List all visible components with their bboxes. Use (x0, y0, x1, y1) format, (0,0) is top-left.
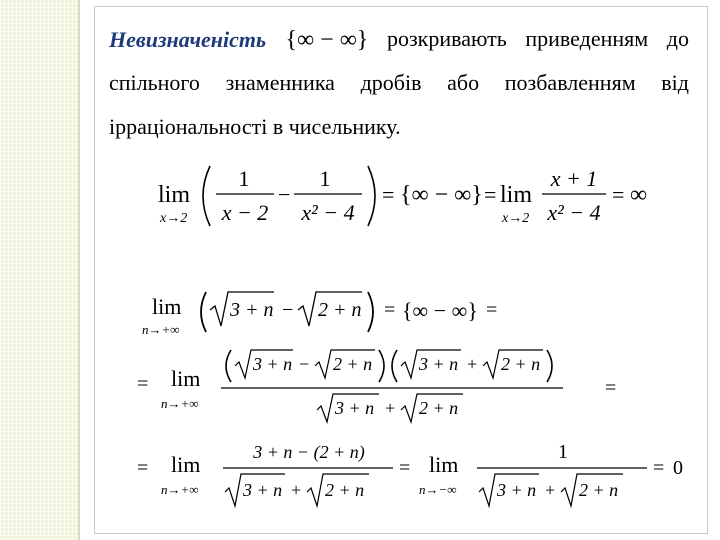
lim-subscript: x→2 (160, 211, 188, 226)
equals-sign: = (137, 373, 149, 395)
lim-label: lim (500, 182, 533, 208)
intro-word: від (661, 70, 689, 95)
lim-label: lim (171, 452, 201, 477)
lim-subscript: n→+∞ (161, 482, 199, 497)
intro-word: розкривають (386, 26, 507, 51)
equals-sign: = (612, 182, 625, 207)
decorative-side-stripe (0, 0, 78, 540)
left-paren (203, 166, 210, 226)
lim-subscript: n→+∞ (142, 322, 180, 337)
equals-sign: = (605, 377, 617, 399)
result-infinity: ∞ (630, 182, 648, 208)
equals-sign: = (486, 299, 498, 321)
left-paren (226, 350, 231, 382)
fraction-numerator: 1 (558, 441, 568, 463)
radicand: 2 + n (501, 354, 541, 374)
intro-line-2 (109, 72, 689, 94)
plus-sign: + (385, 398, 396, 418)
fraction-denominator: x² − 4 (547, 200, 601, 225)
equals-sign: = (653, 457, 665, 479)
intro-word: приведенням (525, 26, 649, 51)
fraction-numerator: 1 (319, 166, 331, 191)
intro-word: дробів (360, 70, 422, 95)
minus-sign: − (299, 354, 310, 374)
intro-line-3: ірраціональності в чисельнику. (109, 114, 401, 139)
indeterminate-form: {∞ − ∞} (402, 298, 478, 323)
fraction-denominator: x − 2 (221, 200, 269, 225)
radicand: 2 + n (333, 354, 373, 374)
radicand: 3 + n (230, 299, 274, 321)
equals-sign: = (384, 299, 396, 321)
radicand: 3 + n (243, 480, 283, 500)
plus-sign: + (467, 354, 478, 374)
minus-sign: − (278, 182, 291, 207)
fraction-numerator: 1 (238, 166, 250, 191)
right-paren (379, 350, 384, 382)
equals-sign: = (399, 457, 411, 479)
fraction-numerator: x + 1 (550, 166, 598, 191)
formula-limit-x-to-2 (150, 160, 670, 232)
radicand: 2 + n (579, 480, 619, 500)
left-paren (201, 292, 206, 332)
lim-subscript: n→+∞ (161, 396, 199, 411)
plus-sign: + (291, 480, 302, 500)
result-zero: 0 (673, 457, 683, 479)
radicand: 2 + n (318, 299, 362, 321)
formula-conjugate-multiplication (135, 346, 635, 426)
fraction-numerator: 3 + n − (2 + n) (253, 442, 365, 462)
intro-word: або (447, 70, 480, 95)
lim-label: lim (158, 182, 191, 208)
lim-label: lim (171, 366, 201, 391)
formula-limit-roots (140, 286, 520, 338)
intro-word: до (666, 26, 689, 51)
plus-sign: + (545, 480, 556, 500)
minus-sign: − (282, 299, 294, 321)
equals-sign: = (382, 182, 395, 207)
term-indeterminacy: Невизначеність (109, 27, 267, 52)
formula-final-limit (135, 436, 695, 514)
radicand: 3 + n (253, 354, 293, 374)
intro-word: знаменника (225, 70, 335, 95)
radicand: 3 + n (335, 398, 375, 418)
indeterminate-form: {∞ − ∞} (285, 27, 369, 53)
intro-word: позбавленням (504, 70, 636, 95)
radicand: 2 + n (419, 398, 459, 418)
right-paren (547, 350, 552, 382)
decorative-divider (78, 0, 80, 540)
radicand: 2 + n (325, 480, 365, 500)
equals-sign: = (137, 457, 149, 479)
intro-word: спільного (109, 70, 200, 95)
lim-label: lim (152, 294, 182, 319)
indeterminate-form: {∞ − ∞} (400, 182, 483, 208)
intro-line-1 (109, 28, 689, 52)
right-paren (368, 292, 373, 332)
radicand: 3 + n (419, 354, 459, 374)
left-paren (392, 350, 397, 382)
equals-sign: = (484, 182, 497, 207)
right-paren (368, 166, 375, 226)
lim-label: lim (429, 452, 459, 477)
lim-subscript: x→2 (502, 211, 530, 226)
fraction-denominator: x² − 4 (301, 200, 355, 225)
lim-subscript: n→−∞ (419, 482, 457, 497)
radicand: 3 + n (497, 480, 537, 500)
